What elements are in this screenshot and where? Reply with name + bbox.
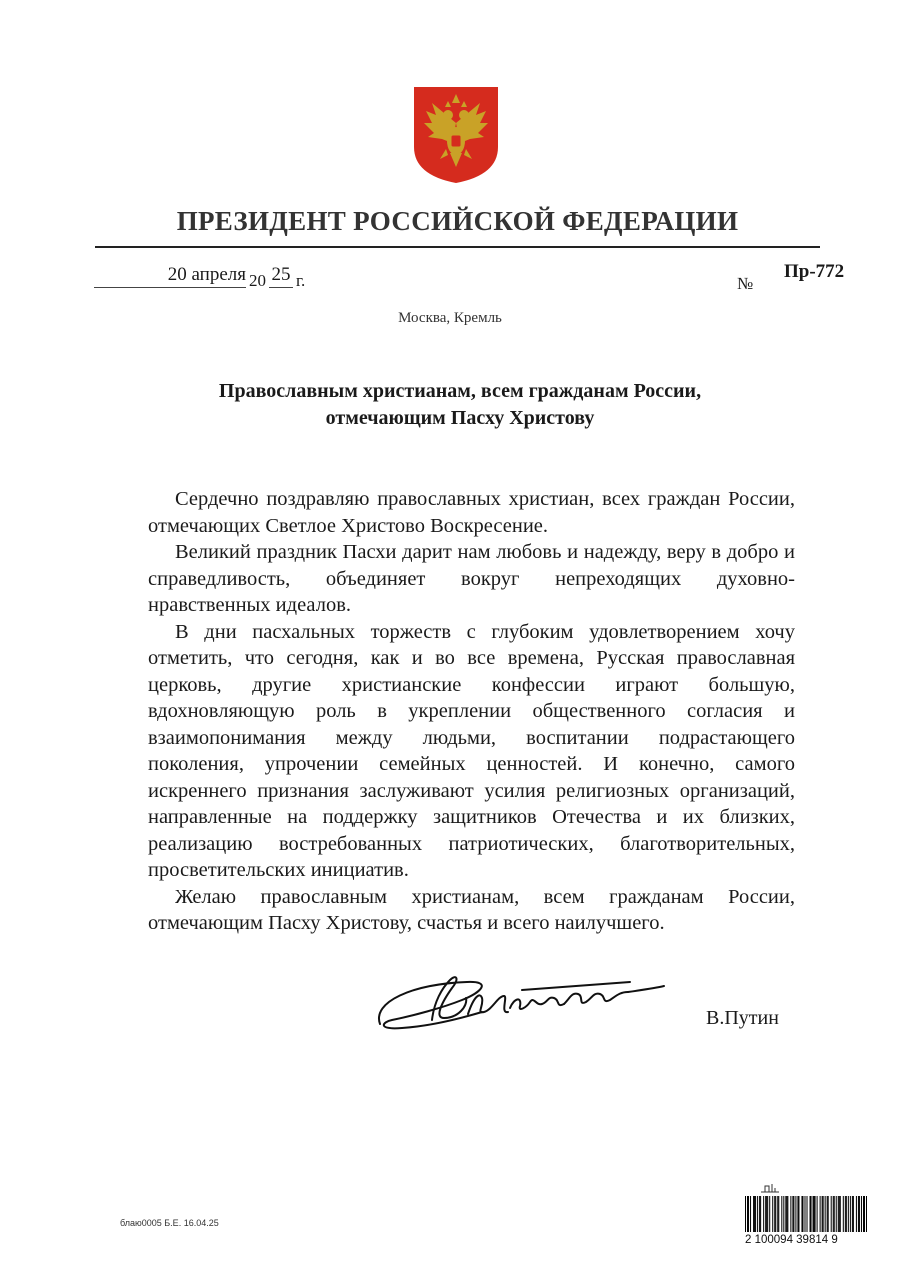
date-century: 20: [249, 271, 266, 290]
barcode: [745, 1196, 867, 1232]
signer-name: В.Путин: [706, 1007, 779, 1029]
addressee-line-2: отмечающим Пасху Христову: [325, 407, 595, 429]
addressee-line-1: Православным христианам, всем гражданам России,: [218, 380, 702, 402]
barcode-block: [745, 1182, 870, 1252]
letter-body: [148, 486, 795, 937]
date-day-month: 20 апреля: [94, 264, 246, 288]
body-paragraph-4: Желаю православным христианам, всем гражданам России, отмечающим Пасху Христову, счастья и всего наилучшего.: [148, 885, 795, 934]
date-suffix: г.: [296, 271, 306, 290]
letterhead-title: ПРЕЗИДЕНТ РОССИЙСКОЙ ФЕДЕРАЦИИ: [176, 206, 739, 236]
date-year: 25: [269, 264, 293, 288]
issue-place: Москва, Кремль: [398, 310, 502, 326]
body-paragraph-3: В дни пасхальных торжеств с глубоким удовлетворением хочу отметить, что сегодня, как и во все времена, Русская православная церковь, другие христианские конфессии играют большую, вдохновляющую роль в укреплении общественного согласия и взаимопонимания между людьми, воспитании подрастающего поколения, упрочении семейных ценностей. И конечно, самого искреннего признания заслуживают усилия религиозных организаций, направленные на поддержку защитников Отечества и их близких, реализацию востребованных патриотических, благотворительных, просветительских инициатив.: [148, 620, 795, 881]
number-sign: №: [737, 274, 754, 293]
handwritten-signature: [372, 962, 672, 1047]
date-number-line: [94, 261, 854, 296]
coat-of-arms-emblem: [412, 85, 500, 185]
document-number: Пр-772: [784, 261, 845, 282]
body-paragraph-2: Великий праздник Пасхи дарит нам любовь и надежду, веру в добро и справедливость, объединяет вокруг непреходящих духовно-нравственных идеалов.: [148, 541, 795, 616]
footer-code: блаю0005 Б.Е. 16.04.25: [120, 1218, 219, 1228]
barcode-number: 2 100094 39814 9: [745, 1234, 838, 1246]
letterhead-divider: [95, 246, 820, 248]
stamp-mark-icon: [759, 1182, 781, 1194]
addressee-heading: [100, 378, 820, 432]
body-paragraph-1: Сердечно поздравляю православных христиан, всех граждан России, отмечающих Светлое Христово Воскресение.: [148, 488, 795, 537]
